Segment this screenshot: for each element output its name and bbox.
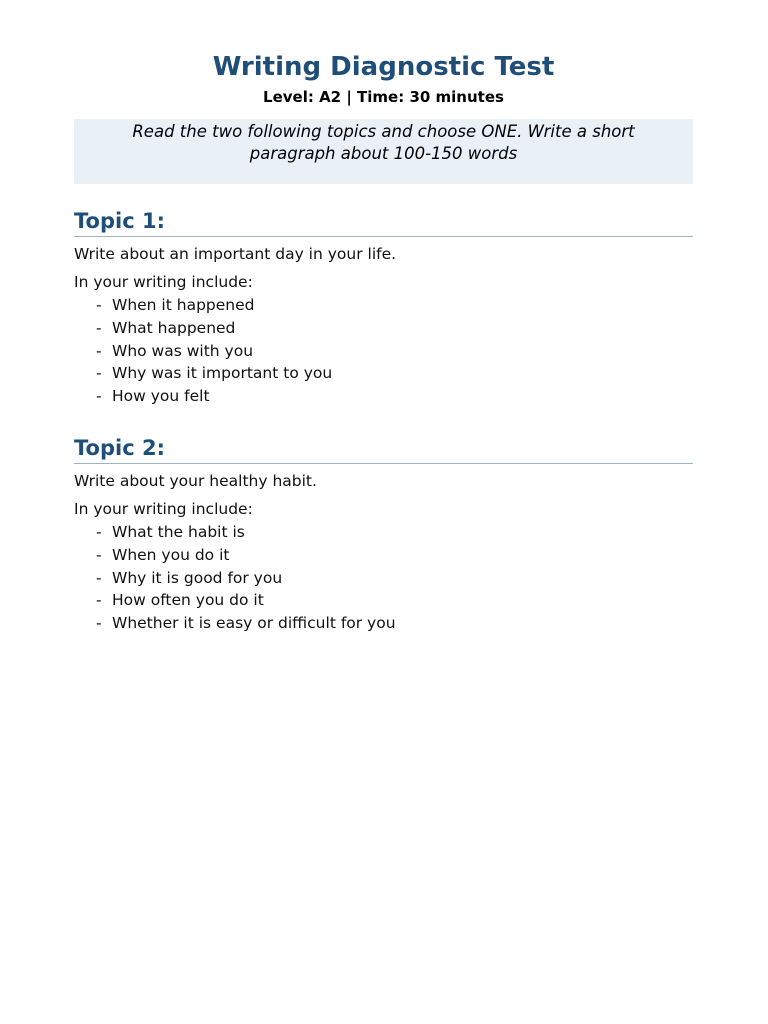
dash-bullet: - (96, 523, 102, 541)
list-item (74, 544, 693, 567)
dash-bullet: - (96, 341, 102, 360)
list-item-text: Who was with you (112, 341, 254, 360)
list-item (74, 521, 693, 544)
dash-bullet: - (96, 296, 102, 314)
list-item-text: Why was it important to you (112, 364, 333, 383)
topic-2-requirements-list (74, 521, 693, 635)
topic-1-prompt: Write about an important day in your life. (74, 245, 397, 263)
test-level-time: Level: A2 | Time: 30 minutes (263, 88, 504, 106)
list-item-text: What happened (112, 318, 236, 337)
instruction-text: Read the two following topics and choose ONE. Write a short paragraph about 100-150 words (132, 122, 635, 163)
topic-1-section (74, 207, 693, 408)
list-item (74, 294, 693, 317)
list-item-text: Why it is good for you (112, 568, 283, 587)
dash-bullet: - (96, 364, 102, 383)
dash-bullet: - (96, 591, 102, 610)
list-item (74, 317, 693, 340)
list-item-text: What the habit is (112, 523, 245, 541)
dash-bullet: - (96, 614, 102, 633)
list-item (74, 589, 693, 612)
topic-2-include-label: In your writing include: (74, 500, 253, 518)
list-item-text: When it happened (112, 296, 255, 314)
list-item-text: When you do it (112, 545, 230, 564)
instruction-box (74, 119, 693, 184)
list-item (74, 362, 693, 385)
page-title: Writing Diagnostic Test (212, 52, 555, 82)
dash-bullet: - (96, 568, 102, 587)
list-item (74, 385, 693, 408)
dash-bullet: - (96, 545, 102, 564)
topic-1-requirements-list (74, 294, 693, 408)
list-item (74, 612, 693, 635)
topic-2-section (74, 434, 693, 635)
topic-2-heading: Topic 2: (74, 434, 693, 464)
dash-bullet: - (96, 387, 102, 406)
topic-1-heading: Topic 1: (74, 207, 693, 237)
list-item (74, 340, 693, 363)
list-item-text: How often you do it (112, 591, 264, 610)
list-item-text: Whether it is easy or difficult for you (112, 614, 396, 633)
list-item-text: How you felt (112, 387, 210, 406)
topic-1-include-label: In your writing include: (74, 273, 253, 291)
topic-2-prompt: Write about your healthy habit. (74, 472, 317, 490)
dash-bullet: - (96, 318, 102, 337)
list-item (74, 567, 693, 590)
